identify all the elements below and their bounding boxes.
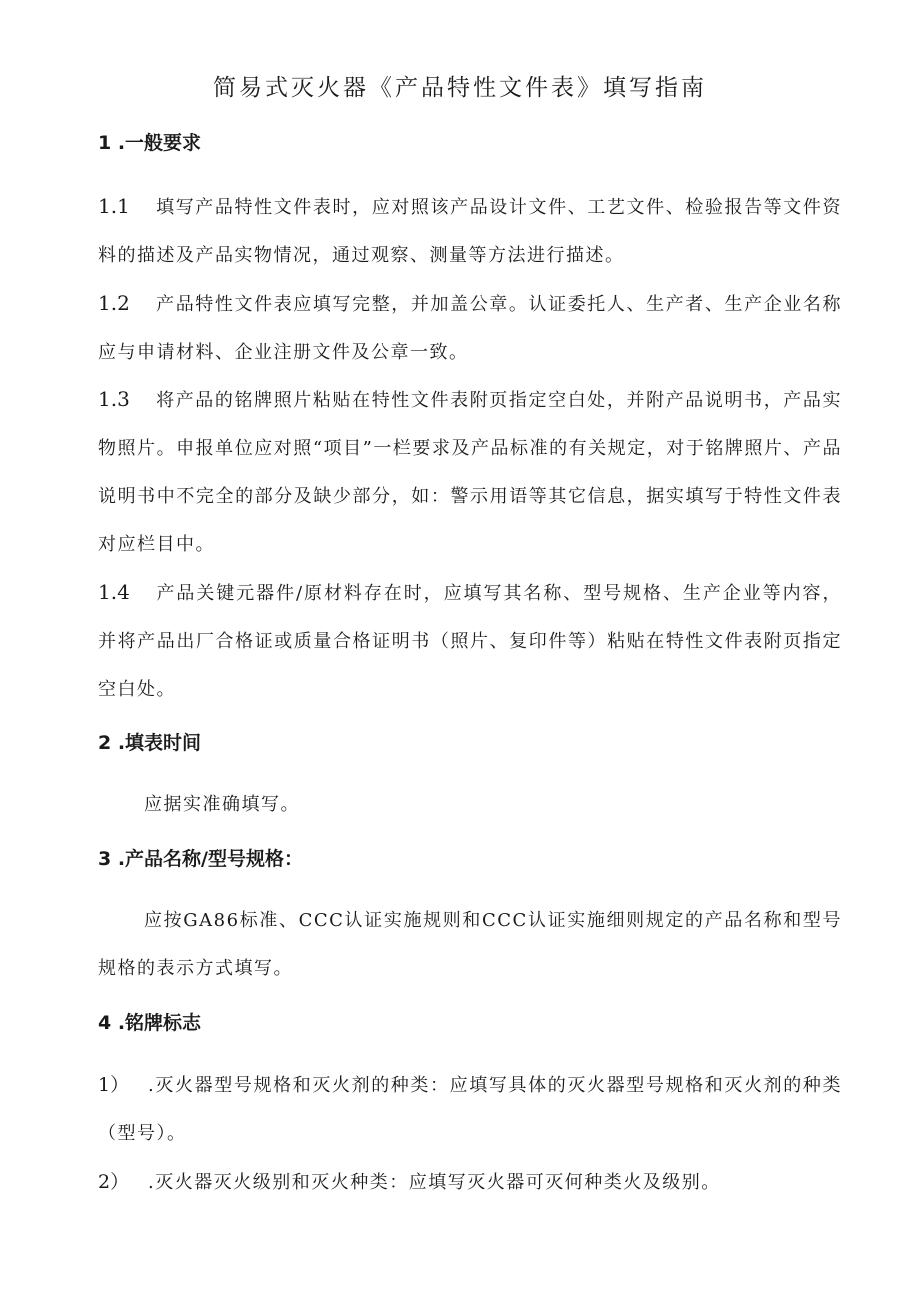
document-title: 简易式灭火器《产品特性文件表》填写指南	[213, 75, 707, 101]
paragraph-number: 1.2	[98, 291, 130, 315]
paragraph-number: 1.4	[98, 580, 130, 604]
paragraph-1-3	[98, 375, 842, 569]
list-item-2	[98, 1158, 842, 1207]
section-2-heading: 2 .填表时间	[98, 732, 202, 754]
list-item-text: .灭火器灭火级别和灭火种类：应填写灭火器可灭何种类火及级别。	[148, 1172, 721, 1193]
list-item-text: .灭火器型号规格和灭火剂的种类：应填写具体的灭火器型号规格和灭火剂的种类（型号）。	[98, 1075, 842, 1144]
section-1-heading: 1 .一般要求	[98, 132, 202, 154]
paragraph-number: 1.1	[98, 194, 130, 218]
section-2-text: 应据实准确填写。	[144, 794, 300, 815]
list-item-number: 1）	[98, 1074, 130, 1096]
paragraph-text: 填写产品特性文件表时，应对照该产品设计文件、工艺文件、检验报告等文件资料的描述及产品实物情况，通过观察、测量等方法进行描述。	[98, 197, 842, 266]
paragraph-text: 产品关键元器件/原材料存在时，应填写其名称、型号规格、生产企业等内容，并将产品出厂合格证或质量合格证明书（照片、复印件等）粘贴在特性文件表附页指定空白处。	[98, 583, 842, 700]
list-item-1	[98, 1061, 842, 1158]
paragraph-number: 1.3	[98, 387, 130, 411]
paragraph-1-4	[98, 568, 842, 714]
paragraph-text: 产品特性文件表应填写完整，并加盖公章。认证委托人、生产者、生产企业名称应与申请材料、企业注册文件及公章一致。	[98, 294, 842, 363]
list-item-number: 2）	[98, 1171, 130, 1193]
section-4-heading: 4 .铭牌标志	[98, 1012, 202, 1034]
section-3-heading: 3 .产品名称/型号规格：	[98, 848, 303, 870]
paragraph-1-2	[98, 279, 842, 377]
paragraph-1-1	[98, 182, 842, 280]
paragraph-text: 将产品的铭牌照片粘贴在特性文件表附页指定空白处，并附产品说明书，产品实物照片。申报单位应对照“项目”一栏要求及产品标准的有关规定，对于铭牌照片、产品说明书中不完全的部分及缺少部分，如：警示用语等其它信息，据实填写于特性文件表对应栏目中。	[98, 390, 842, 555]
section-3-text: 应按GA86标准、CCC认证实施规则和CCC认证实施细则规定的产品名称和型号规格的表示方式填写。	[98, 910, 842, 979]
